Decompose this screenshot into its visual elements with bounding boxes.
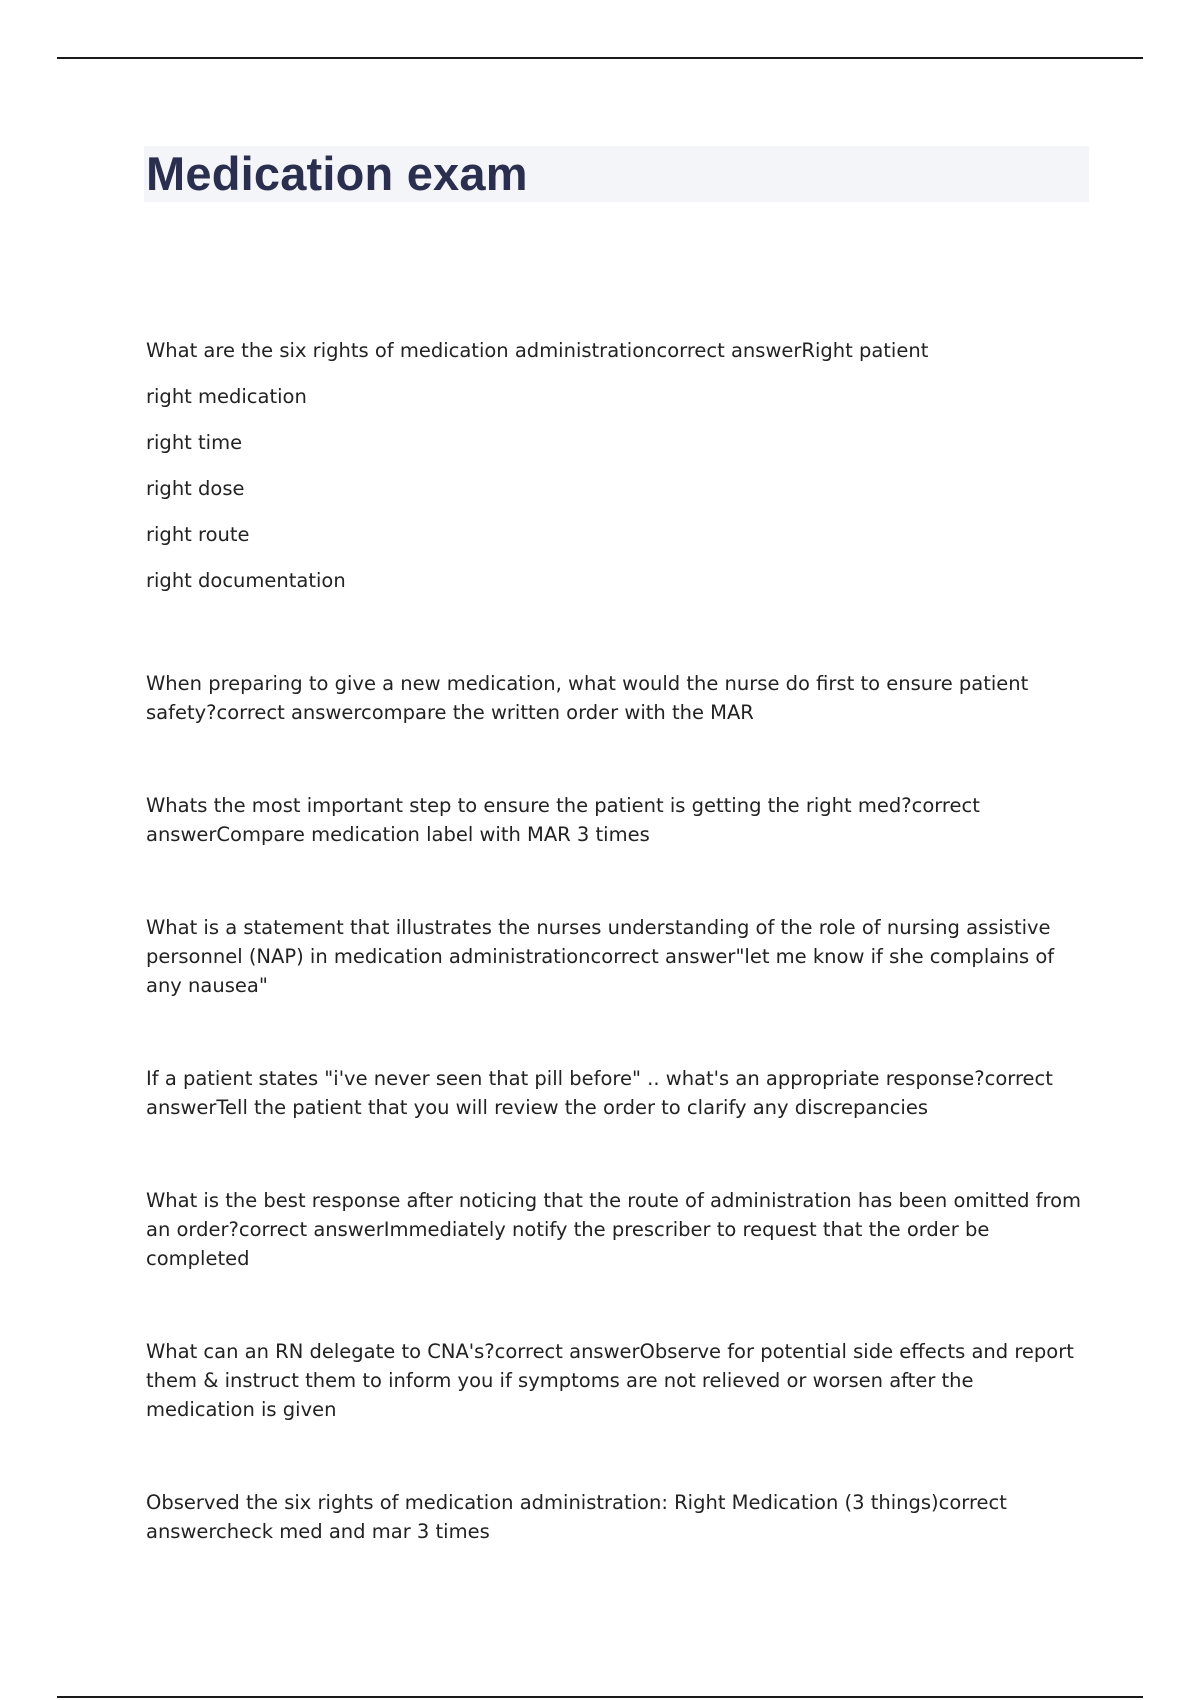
qa-item: What is the best response after noticing that the route of administration has been omitted from an order?correct answerImmediately notify the prescriber to request that the order be completed bbox=[146, 1189, 1082, 1270]
qa-item: Whats the most important step to ensure the patient is getting the right med?correct answerCompare medication label with MAR 3 times bbox=[146, 794, 980, 846]
footer-rule bbox=[57, 1696, 1143, 1698]
qa-item: Observed the six rights of medication administration: Right Medication (3 things)correct answercheck med and mar 3 times bbox=[146, 1491, 1007, 1543]
qa-item: What can an RN delegate to CNA's?correct answerObserve for potential side effects and report them & instruct them to inform you if symptoms are not relieved or worsen after the medication is given bbox=[146, 1340, 1074, 1421]
document-body bbox=[146, 336, 1086, 1546]
qa-item: What is a statement that illustrates the nurses understanding of the role of nursing assistive personnel (NAP) in medication administrationcorrect answer"let me know if she complains of any nausea" bbox=[146, 916, 1055, 997]
qa-item: When preparing to give a new medication, what would the nurse do first to ensure patient safety?correct answercompare the written order with the MAR bbox=[146, 672, 1029, 724]
answer-line: right dose bbox=[146, 477, 245, 500]
qa-item: If a patient states "i've never seen that pill before" .. what's an appropriate response?correct answerTell the patient that you will review the order to clarify any discrepancies bbox=[146, 1067, 1053, 1119]
answer-line: right medication bbox=[146, 385, 307, 408]
qa-item-six-rights: What are the six rights of medication administrationcorrect answerRight patient bbox=[146, 339, 929, 362]
page-title: Medication exam bbox=[146, 147, 528, 200]
answer-line: right documentation bbox=[146, 569, 346, 592]
header-rule bbox=[57, 57, 1143, 59]
answer-line: right route bbox=[146, 523, 250, 546]
answer-line: right time bbox=[146, 431, 243, 454]
